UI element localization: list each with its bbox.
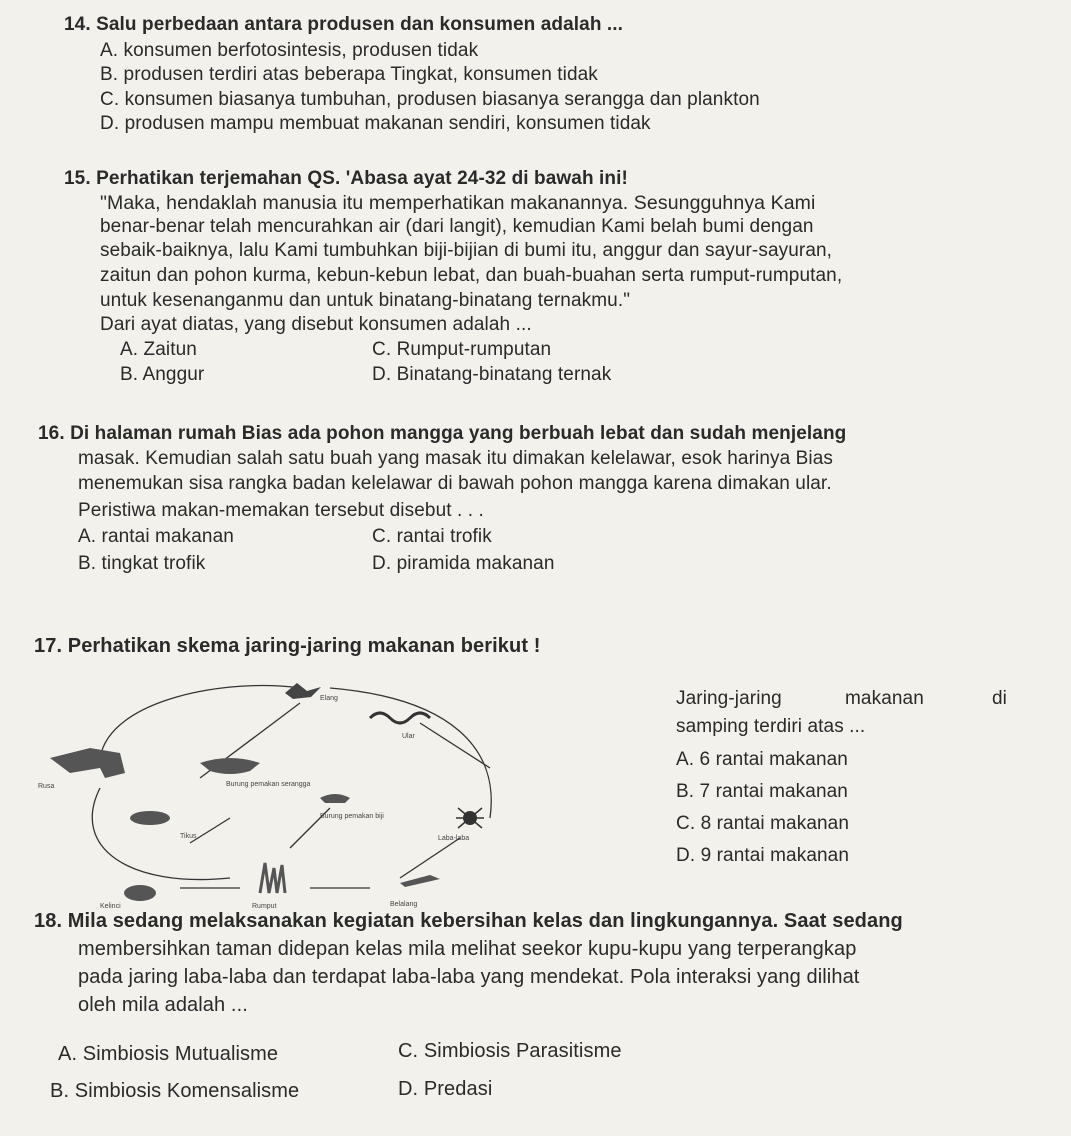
q15-stem: 15. Perhatikan terjemahan QS. 'Abasa ayat 24-32 di bawah ini! bbox=[64, 168, 628, 189]
q17-side-text-2: makanan bbox=[845, 688, 924, 709]
q15-text-line-3: sebaik-baiknya, lalu Kami tumbuhkan biji-bijian di bumi itu, anggur dan sayur-sayuran, bbox=[100, 240, 833, 261]
q16-option-a[interactable]: A. rantai makanan bbox=[78, 526, 234, 547]
q16-text-line-2: menemukan sisa rangka badan kelelawar di bawah pohon mangga karena dimakan ular. bbox=[78, 473, 832, 494]
food-web-arrow bbox=[400, 838, 460, 878]
q15-option-a[interactable]: A. Zaitun bbox=[120, 339, 197, 360]
grasshopper-icon bbox=[400, 875, 440, 887]
q18-text-line-2: pada jaring laba-laba dan terdapat laba-laba yang mendekat. Pola interaksi yang dilihat bbox=[78, 966, 860, 988]
mouse-icon bbox=[130, 811, 170, 825]
rabbit-icon bbox=[124, 885, 156, 901]
spider-icon bbox=[456, 808, 484, 828]
label-rumput: Rumput bbox=[252, 903, 277, 910]
q17-side-text-3: di bbox=[992, 688, 1007, 709]
q15-question: Dari ayat diatas, yang disebut konsumen adalah ... bbox=[100, 314, 532, 335]
q18-option-b[interactable]: B. Simbiosis Komensalisme bbox=[50, 1080, 300, 1102]
label-kelinci: Kelinci bbox=[100, 903, 121, 910]
q16-option-c[interactable]: C. rantai trofik bbox=[372, 526, 492, 547]
q15-text-line-5: untuk kesenanganmu dan untuk binatang-binatang ternakmu." bbox=[100, 290, 631, 311]
q17-stem: 17. Perhatikan skema jaring-jaring makanan berikut ! bbox=[34, 635, 541, 657]
q14-option-d[interactable]: D. produsen mampu membuat makanan sendiri, konsumen tidak bbox=[100, 113, 651, 134]
q15-option-c[interactable]: C. Rumput-rumputan bbox=[372, 339, 552, 360]
q14-option-c[interactable]: C. konsumen biasanya tumbuhan, produsen biasanya serangga dan plankton bbox=[100, 89, 760, 110]
q18-option-c[interactable]: C. Simbiosis Parasitisme bbox=[398, 1040, 622, 1062]
q14-stem: 14. Salu perbedaan antara produsen dan konsumen adalah ... bbox=[64, 14, 624, 35]
q17-side-text-4: samping terdiri atas ... bbox=[676, 716, 866, 737]
q15-text-line-4: zaitun dan pohon kurma, kebun-kebun lebat, dan buah-buahan serta rumput-rumputan, bbox=[100, 265, 843, 286]
label-belalang: Belalang bbox=[390, 901, 418, 908]
q15-text-line-2: benar-benar telah mencurahkan air (dari langit), kemudian Kami belah bumi dengan bbox=[100, 216, 814, 237]
q15-option-b[interactable]: B. Anggur bbox=[120, 364, 205, 385]
q17-option-c[interactable]: C. 8 rantai makanan bbox=[676, 813, 849, 834]
eagle-icon bbox=[285, 683, 321, 699]
q17-option-d[interactable]: D. 9 rantai makanan bbox=[676, 845, 849, 866]
label-ular: Ular bbox=[402, 733, 415, 740]
q17-side-text-1: Jaring-jaring bbox=[676, 688, 782, 709]
q15-option-d[interactable]: D. Binatang-binatang ternak bbox=[372, 364, 612, 385]
q18-option-a[interactable]: A. Simbiosis Mutualisme bbox=[58, 1043, 279, 1065]
food-web-arrow bbox=[92, 788, 230, 880]
q14-option-a[interactable]: A. konsumen berfotosintesis, produsen tidak bbox=[100, 40, 479, 61]
q16-text-line-1: masak. Kemudian salah satu buah yang masak itu dimakan kelelawar, esok harinya Bias bbox=[78, 448, 833, 469]
q17-option-a[interactable]: A. 6 rantai makanan bbox=[676, 749, 848, 770]
snake-icon bbox=[370, 713, 430, 723]
seed-bird-icon bbox=[320, 794, 350, 803]
q16-question: Peristiwa makan-memakan tersebut disebut . . . bbox=[78, 500, 484, 521]
food-web-arrow bbox=[100, 686, 300, 758]
q17-option-b[interactable]: B. 7 rantai makanan bbox=[676, 781, 848, 802]
q18-text-line-1: membersihkan taman didepan kelas mila melihat seekor kupu-kupu yang terperangkap bbox=[78, 938, 857, 960]
food-web-arrow bbox=[420, 723, 490, 768]
label-burung-biji: Burung pemakan biji bbox=[320, 813, 384, 820]
deer-icon bbox=[50, 748, 125, 778]
grass-icon bbox=[260, 863, 285, 893]
q14-option-b[interactable]: B. produsen terdiri atas beberapa Tingkat, konsumen tidak bbox=[100, 64, 598, 85]
label-tikus: Tikus bbox=[180, 833, 197, 840]
food-web-diagram bbox=[30, 668, 635, 910]
label-elang: Elang bbox=[320, 695, 338, 702]
q16-option-d[interactable]: D. piramida makanan bbox=[372, 553, 555, 574]
q18-question: oleh mila adalah ... bbox=[78, 994, 248, 1016]
label-burung: Burung pemakan serangga bbox=[226, 781, 311, 788]
q16-stem: 16. Di halaman rumah Bias ada pohon mangga yang berbuah lebat dan sudah menjelang bbox=[38, 423, 847, 444]
label-laba: Laba-laba bbox=[438, 835, 470, 842]
q16-option-b[interactable]: B. tingkat trofik bbox=[78, 553, 206, 574]
label-rusa: Rusa bbox=[38, 783, 55, 790]
q18-option-d[interactable]: D. Predasi bbox=[398, 1078, 493, 1100]
q18-stem: 18. Mila sedang melaksanakan kegiatan kebersihan kelas dan lingkungannya. Saat sedang bbox=[34, 910, 903, 932]
q15-text-line-1: "Maka, hendaklah manusia itu memperhatikan makanannya. Sesungguhnya Kami bbox=[100, 192, 816, 214]
